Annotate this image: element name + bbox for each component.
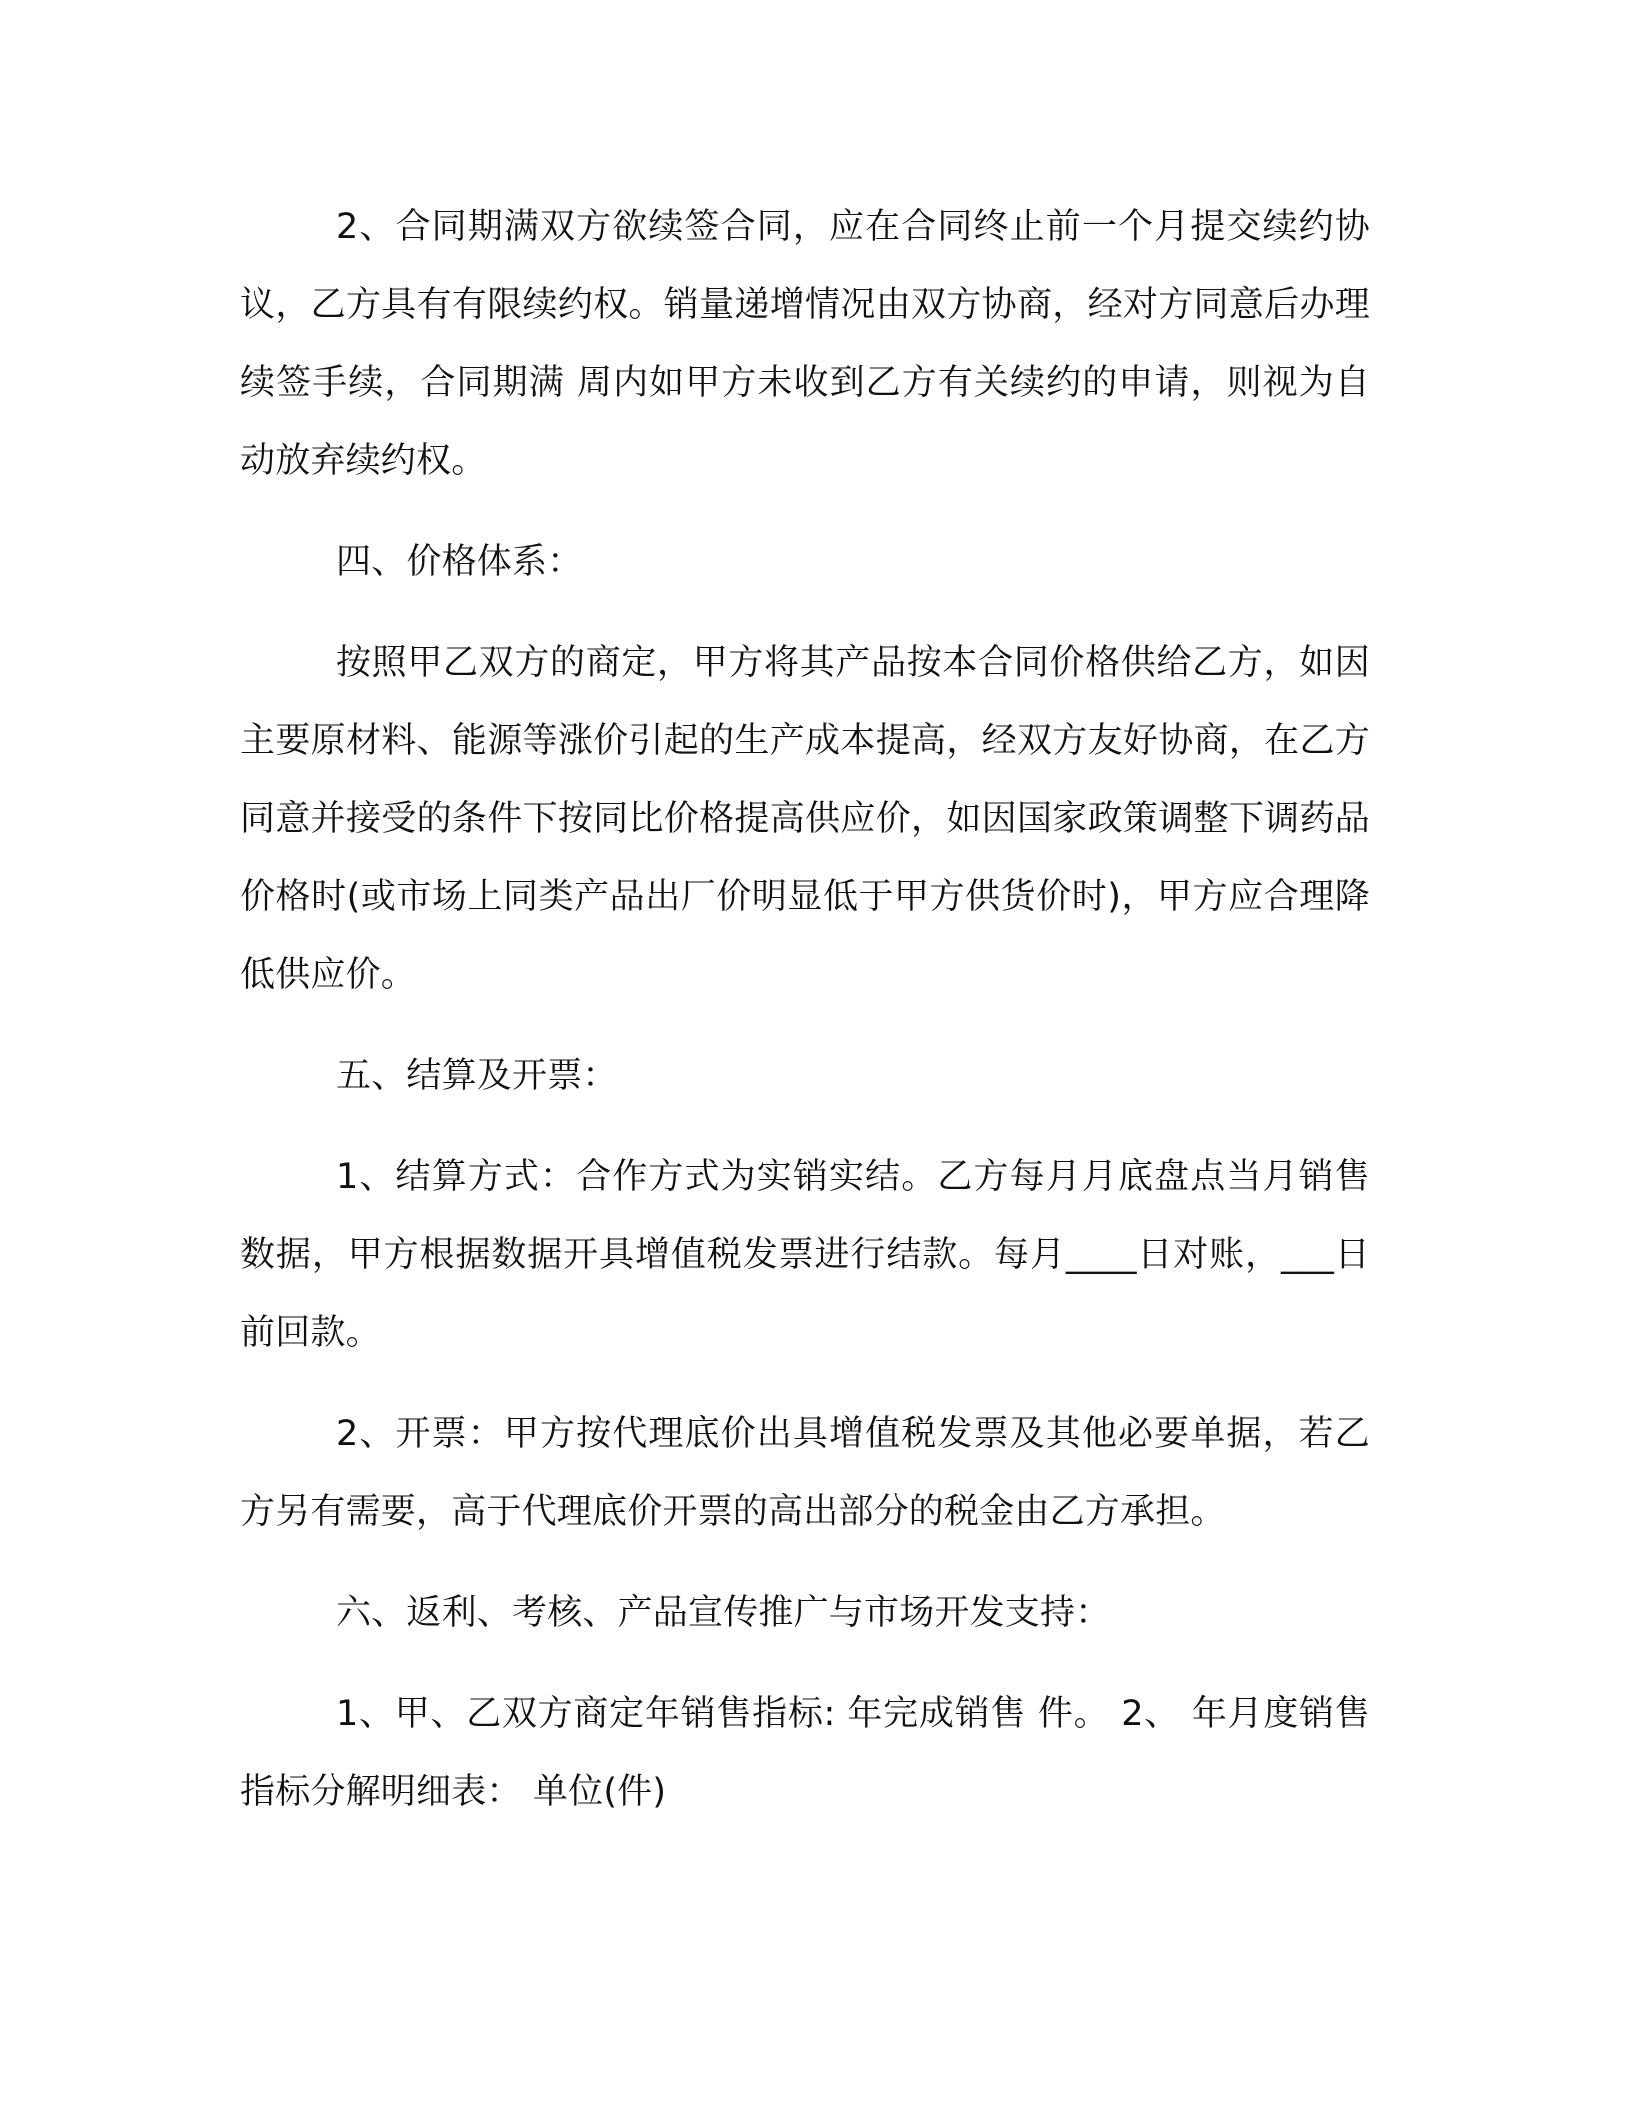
- section-heading-pricing: 四、价格体系：: [336, 542, 583, 582]
- section-heading-settlement: 五、结算及开票：: [336, 1056, 618, 1096]
- invoicing-paragraph: 2、开票：甲方按代理底价出具增值税发票及其他必要单据，若乙方另有需要，高于代理底价开票的高出部分的税金由乙方承担。: [240, 1414, 1370, 1532]
- section-heading-rebates: 六、返利、考核、产品宣传推广与市场开发支持：: [336, 1593, 1111, 1633]
- pricing-paragraph: 按照甲乙双方的商定，甲方将其产品按本合同价格供给乙方，如因主要原材料、能源等涨价引起的生产成本提高，经双方友好协商，在乙方同意并接受的条件下按同比价格提高供应价，如因国家政策调整下调药品价格时(或市场上同类产品出厂价明显低于甲方供货价时)，甲方应合理降低供应价。: [240, 643, 1370, 995]
- clause-renewal-paragraph: 2、合同期满双方欲续签合同，应在合同终止前一个月提交续约协议，乙方具有有限续约权。销量递增情况由双方协商，经对方同意后办理续签手续，合同期满 周内如甲方未收到乙方有关续约的申请，则视为自动放弃续约权。: [240, 207, 1370, 481]
- document-body: [240, 188, 1370, 1854]
- settlement-method-paragraph: 1、结算方式：合作方式为实销实结。乙方每月月底盘点当月销售数据，甲方根据数据开具增值税发票进行结款。每月____日对账，___日前回款。: [240, 1157, 1370, 1353]
- sales-target-paragraph: 1、甲、乙双方商定年销售指标: 年完成销售 件。 2、 年月度销售指标分解明细表： 单位(件): [240, 1694, 1370, 1812]
